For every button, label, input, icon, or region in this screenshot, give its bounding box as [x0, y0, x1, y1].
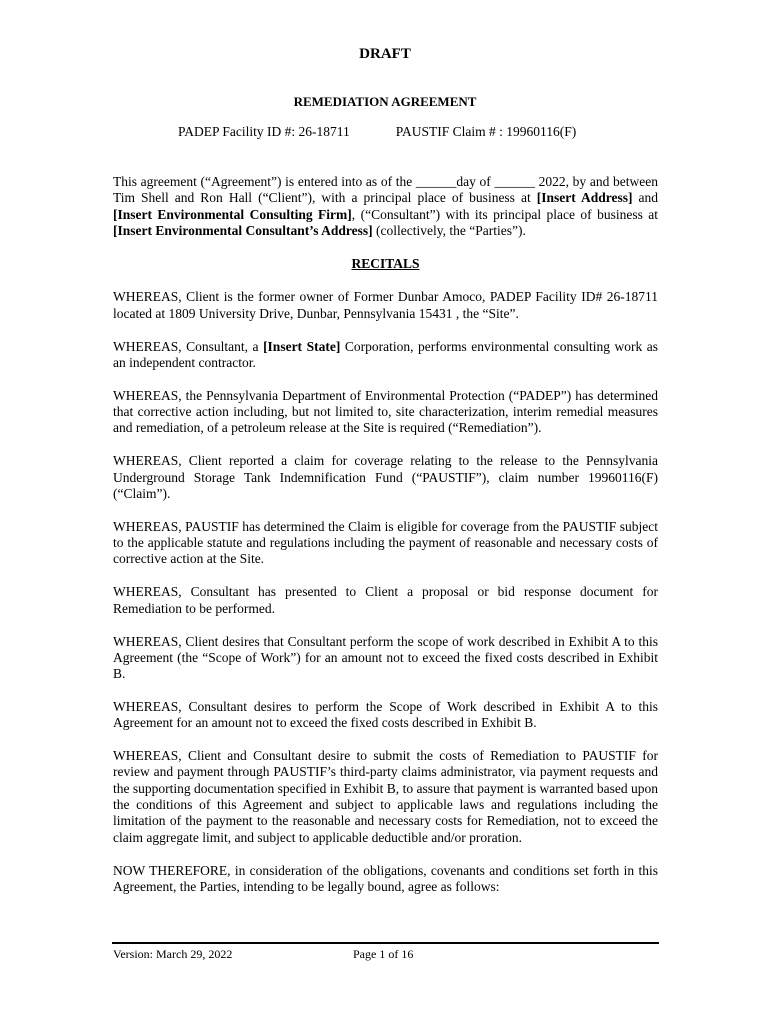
document-title: REMEDIATION AGREEMENT [293, 94, 477, 109]
footer-divider [112, 942, 659, 944]
closing-paragraph: NOW THEREFORE, in consideration of the obligations, covenants and conditions set forth in this Agreement, the Parties, intending to be legally bound, agree as follows: [113, 862, 658, 894]
footer-version: Version: March 29, 2022 [113, 947, 233, 961]
recital-paragraph: WHEREAS, PAUSTIF has determined the Claim is eligible for coverage from the PAUSTIF subject to the applicable statute and regulations including the payment of reasonable and necessary costs of corrective action at the Site. [113, 518, 658, 567]
intro-paragraph: This agreement (“Agreement”) is entered into as of the ______day of ______ 2022, by and between Tim Shell and Ron Hall (“Client”), with a principal place of business at [Insert Address] and [Insert Environmental Consulting Firm], (“Consultant”) with its principal place of business at [Insert Environmental Consultant’s Address] (collectively, the “Parties”). [113, 174, 658, 238]
identifier-line [178, 124, 576, 140]
recital-paragraph: WHEREAS, Consultant desires to perform the Scope of Work described in Exhibit A to this Agreement for an amount not to exceed the fixed costs described in Exhibit B. [113, 698, 658, 731]
recital-paragraph: WHEREAS, Client is the former owner of Former Dunbar Amoco, PADEP Facility ID# 26-18711 located at 1809 University Drive, Dunbar, Pennsylvania 15431 , the “Site”. [113, 289, 658, 321]
facility-id: PADEP Facility ID #: 26-18711 [178, 124, 350, 139]
recital-paragraph: WHEREAS, Client and Consultant desire to submit the costs of Remediation to PAUSTIF for review and payment through PAUSTIF’s third-party claims administrator, via payment requests and the supporting documentation specified in Exhibit B, to assure that payment is warranted based upon the conditions of this Agreement and subject to applicable laws and regulations including the limitation of the payment to the reasonable and necessary costs for Remediation, not to exceed the claim aggregate limit, and subject to applicable deductible and/or proration. [113, 748, 658, 845]
draft-label: DRAFT [359, 46, 411, 62]
recital-paragraph: WHEREAS, Client desires that Consultant perform the scope of work described in Exhibit A to this Agreement (the “Scope of Work”) for an amount not to exceed the fixed costs described in Exhibit B. [113, 633, 658, 682]
recital-paragraph: WHEREAS, Client reported a claim for coverage relating to the release to the Pennsylvania Underground Storage Tank Indemnification Fund (“PAUSTIF”), claim number 19960116(F) (“Claim”). [113, 453, 658, 501]
recital-paragraph: WHEREAS, Consultant has presented to Client a proposal or bid response document for Remediation to be performed. [113, 584, 658, 616]
recitals-heading: RECITALS [351, 256, 420, 272]
recital-paragraph: WHEREAS, Consultant, a [Insert State] Corporation, performs environmental consulting work as an independent contractor. [113, 338, 658, 370]
claim-number: PAUSTIF Claim # : 19960116(F) [395, 124, 577, 139]
document-body [113, 174, 658, 912]
recital-paragraph: WHEREAS, the Pennsylvania Department of Environmental Protection (“PADEP”) has determined that corrective action including, but not limited to, site characterization, interim remedial measures and remediation, of a petroleum release at the Site is required (“Remediation”). [113, 387, 658, 436]
footer-page-number: Page 1 of 16 [353, 947, 414, 961]
